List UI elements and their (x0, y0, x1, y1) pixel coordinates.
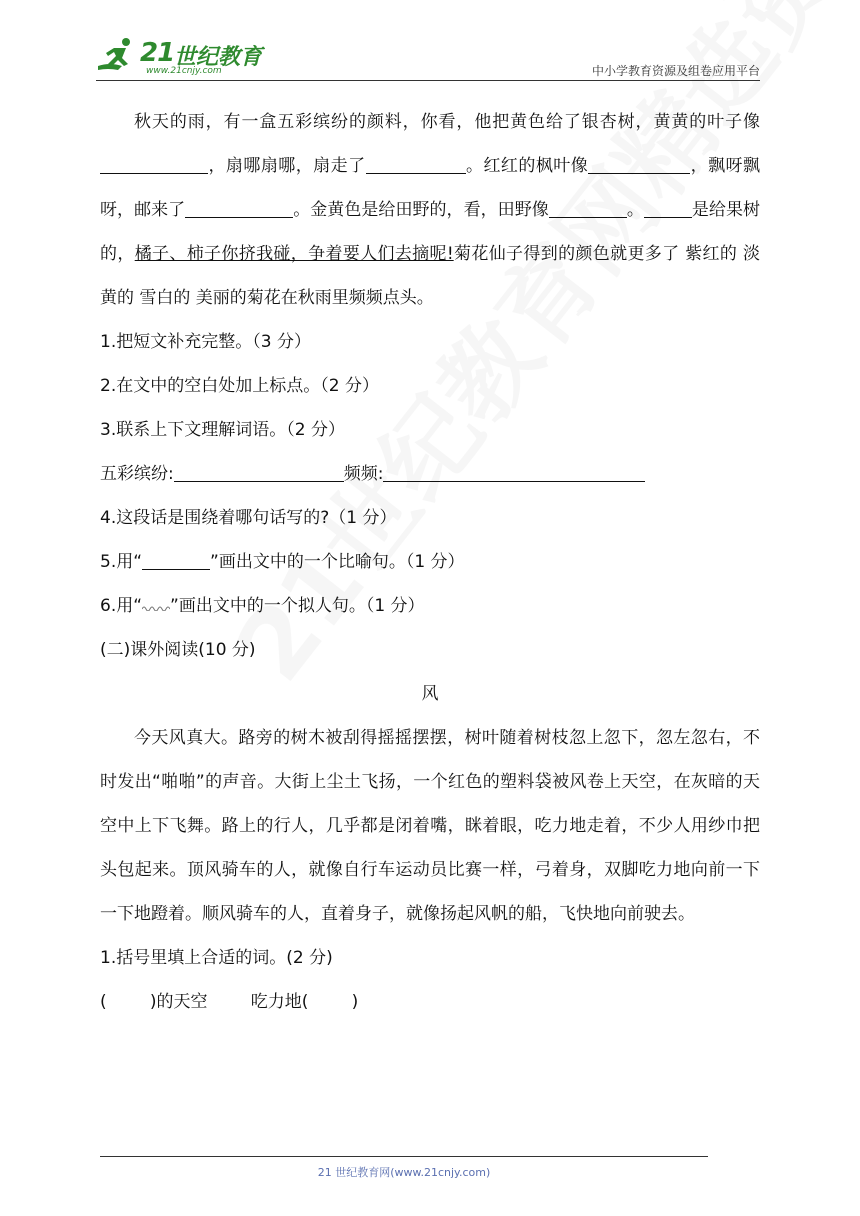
passage-text: ，飘呀飘呀，邮来了 (100, 156, 761, 220)
logo-number: 21 (140, 38, 175, 68)
wavy-line-icon (142, 601, 170, 611)
fill-item: 吃力地( ) (250, 992, 359, 1012)
passage-text: 。红红的枫叶像 (465, 156, 589, 176)
page-header (96, 30, 760, 78)
passage-text: 是给果树的， (100, 200, 761, 264)
question-5 (100, 540, 760, 584)
question-6 (100, 584, 760, 628)
footer-divider (100, 1156, 708, 1157)
answer-blank[interactable] (174, 463, 344, 482)
runner-logo-icon (96, 36, 140, 76)
page-footer: 21 世纪教育网(www.21cnjy.com) (317, 1166, 491, 1179)
passage-text: 。 (626, 200, 644, 220)
question-4: 4.这段话是围绕着哪句话写的?（1 分） (100, 508, 397, 528)
question-text: 6.用“ (100, 596, 143, 616)
underline-sample (142, 551, 210, 570)
answer-blank[interactable] (100, 155, 208, 174)
passage-text: ，扇哪扇哪，扇走了 (208, 156, 366, 176)
question-3: 3.联系上下文理解词语。（2 分） (100, 420, 345, 440)
answer-blank[interactable] (644, 199, 692, 218)
underlined-sentence: 橘子、柿子你挤我碰，争着要人们去摘呢! (134, 244, 454, 264)
fill-item: ( )的天空 (100, 992, 208, 1012)
question-text: ”画出文中的一个拟人句。（1 分） (170, 596, 425, 616)
question-fill-words: 1.括号里填上合适的词。(2 分) (100, 948, 333, 968)
question-text: 5.用“ (100, 552, 143, 572)
question-3-answers (100, 452, 760, 496)
section-heading: (二)课外阅读(10 分) (100, 640, 256, 660)
term-label: 频频: (343, 464, 384, 484)
answer-blank[interactable] (383, 463, 645, 482)
logo-text: 世纪教育 (174, 45, 263, 70)
question-text: ”画出文中的一个比喻句。（1 分） (210, 552, 465, 572)
answer-blank[interactable] (588, 155, 690, 174)
header-divider (96, 80, 760, 81)
article-title: 风 (421, 684, 439, 704)
passage-text: 。金黄色是给田野的，看，田野像 (293, 200, 549, 220)
term-label: 五彩缤纷: (100, 464, 174, 484)
document-body (100, 100, 760, 1024)
question-1: 1.把短文补充完整。（3 分） (100, 332, 311, 352)
fill-words-answers (100, 980, 760, 1024)
answer-blank[interactable] (366, 155, 466, 174)
passage-autumn-rain (100, 100, 760, 320)
answer-blank[interactable] (549, 199, 627, 218)
passage-wind: 今天风真大。路旁的树木被刮得摇摇摆摆，树叶随着树枝忽上忽下，忽左忽右，不时发出“啪啪”的声音。大街上尘土飞扬，一个红色的塑料袋被风卷上天空，在灰暗的天空中上下飞舞。路上的行人，几乎都是闭着嘴，眯着眼，吃力地走着，不少人用纱巾把头包起来。顶风骑车的人，就像自行车运动员比赛一样，弓着身，双脚吃力地向前一下一下地蹬着。顺风骑车的人，直着身子，就像扬起风帆的船，飞快地向前驶去。 (100, 728, 760, 924)
header-tagline: 中小学教育资源及组卷应用平台 (591, 64, 760, 78)
logo-url: www.21cnjy.com (146, 66, 222, 76)
passage-text: 菊花仙子得到的颜色就更多了 紫红的 淡黄的 雪白的 美丽的菊花在秋雨里频频点头。 (100, 244, 760, 308)
question-2: 2.在文中的空白处加上标点。（2 分） (100, 376, 379, 396)
passage-text: 秋天的雨，有一盒五彩缤纷的颜料，你看，他把黄色给了银杏树，黄黄的叶子像 (134, 112, 760, 132)
answer-blank[interactable] (185, 199, 293, 218)
